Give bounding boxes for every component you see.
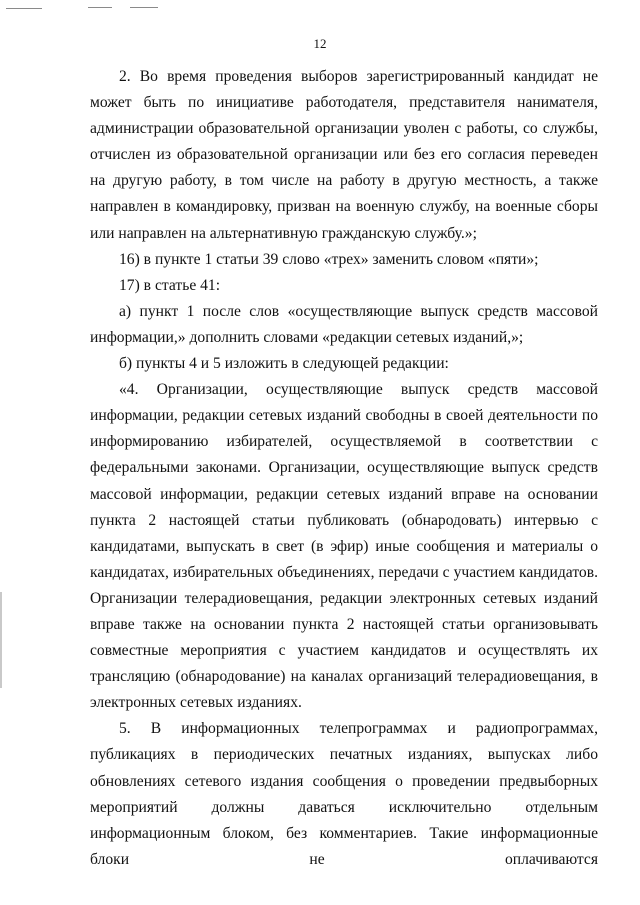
scan-artifact-line bbox=[0, 592, 2, 688]
scan-artifact-line bbox=[130, 7, 158, 8]
scan-artifact-line bbox=[6, 8, 42, 9]
paragraph-clause-4: «4. Организации, осуществляющие выпуск средств массовой информации, редакции сетевых изданий свободны в своей деятельности по информированию избирателей, осуществляемой в соответствии с федеральными законами. Организации, осуществляющие выпуск средств массовой информации, редакции сетевых изданий вправе на основании пункта 2 настоящей статьи публиковать (обнародовать) интервью с кандидатами, выпускать в свет (в эфир) иные сообщения и материалы о кандидатах, избирательных объединениях, передачи с участием кандидатов. Организации телерадиовещания, редакции электронных сетевых изданий вправе также на основании пункта 2 настоящей статьи организовывать совместные мероприятия с участием кандидатов и осуществлять их трансляцию (обнародование) на каналах организаций телерадиовещания, в электронных сетевых изданиях. bbox=[90, 381, 598, 712]
paragraph-subitem-b: б) пункты 4 и 5 изложить в следующей редакции: bbox=[119, 355, 449, 373]
document-body bbox=[90, 64, 598, 873]
scan-artifact-line bbox=[88, 7, 112, 8]
paragraph-subitem-a: а) пункт 1 после слов «осуществляющие выпуск средств массовой информации,» дополнить словами «редакции сетевых изданий,»; bbox=[90, 302, 598, 346]
paragraph-item-16: 16) в пункте 1 статьи 39 слово «трех» заменить словом «пяти»; bbox=[119, 250, 539, 268]
page-number: 12 bbox=[313, 36, 327, 51]
paragraph-clause-2: 2. Во время проведения выборов зарегистрированный кандидат не может быть по инициативе работодателя, представителя нанимателя, администрации образовательной организации уволен с работы, со службы, отчислен из образовательной организации или без его согласия переведен на другую работу, в том числе на работу в другую местность, а также направлен в командировку, призван на военную службу, на военные сборы или направлен на альтернативную гражданскую службу.»; bbox=[90, 68, 598, 242]
paragraph-clause-5: 5. В информационных телепрограммах и радиопрограммах, публикациях в периодических печатных изданиях, выпусках либо обновлениях сетевого издания сообщения о проведении предвыборных мероприятий должны даваться исключительно отдельным информационным блоком, без комментариев. Такие информационные блоки не оплачиваются bbox=[90, 720, 598, 868]
paragraph-item-17: 17) в статье 41: bbox=[119, 276, 221, 294]
